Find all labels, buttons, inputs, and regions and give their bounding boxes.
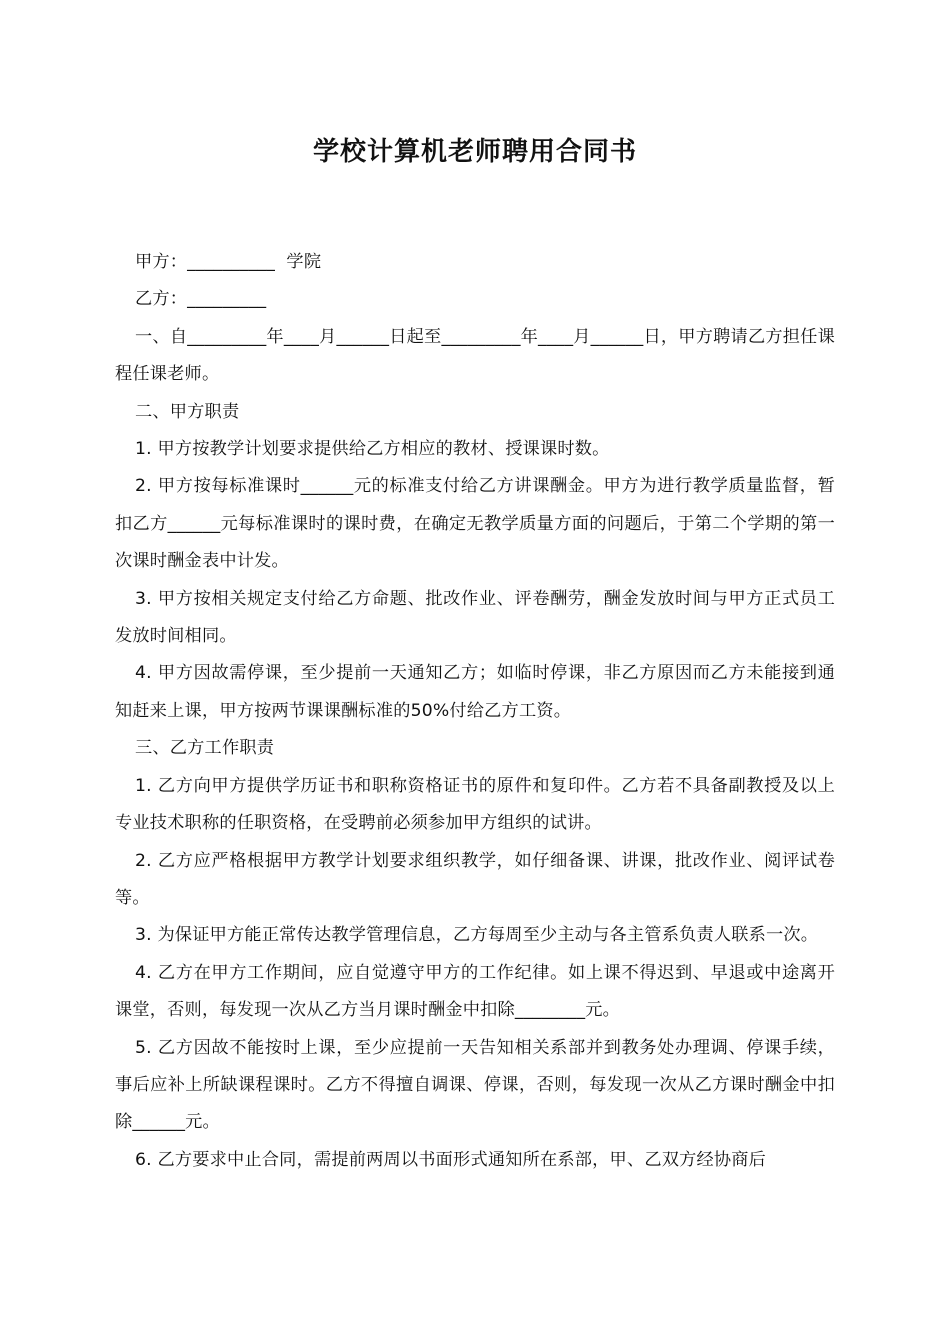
section-heading-party-b-duties: 三、乙方工作职责 (135, 738, 275, 759)
party-b-line: 乙方：_________ (135, 289, 267, 310)
clause-a-3: 3. 甲方按相关规定支付给乙方命题、批改作业、评卷酬劳，酬金发放时间与甲方正式员工发放时间相同。 (115, 588, 835, 647)
party-a-line: 甲方：__________ 学院 (135, 252, 322, 272)
clause-b-5: 5. 乙方因故不能按时上课，至少应提前一天告知相关系部并到教务处办理调、停课手续，事后应补上所缺课程课时。乙方不得擅自调课、停课，否则，每发现一次从乙方课时酬金中扣除______元。 (115, 1037, 835, 1133)
document-body (115, 244, 835, 1179)
clause-a-2: 2. 甲方按每标准课时______元的标准支付给乙方讲课酬金。甲方为进行教学质量监督，暂扣乙方______元每标准课时的课时费，在确定无教学质量方面的问题后，于第二个学期的第一次课时酬金表中计发。 (115, 476, 835, 572)
clause-a-4: 4. 甲方因故需停课，至少提前一天通知乙方；如临时停课，非乙方原因而乙方未能接到通知赶来上课，甲方按两节课课酬标准的50%付给乙方工资。 (115, 663, 835, 721)
clause-b-1: 1. 乙方向甲方提供学历证书和职称资格证书的原件和复印件。乙方若不具备副教授及以上专业技术职称的任职资格，在受聘前必须参加甲方组织的试讲。 (115, 775, 835, 834)
clause-a-1: 1. 甲方按教学计划要求提供给乙方相应的教材、授课课时数。 (135, 439, 610, 460)
clause-b-2: 2. 乙方应严格根据甲方教学计划要求组织教学，如仔细备课、讲课，批改作业、阅评试卷等。 (115, 850, 835, 908)
document-title: 学校计算机老师聘用合同书 (312, 137, 637, 167)
clause-b-4: 4. 乙方在甲方工作期间，应自觉遵守甲方的工作纪律。如上课不得迟到、早退或中途离开课堂，否则，每发现一次从乙方当月课时酬金中扣除________元。 (115, 962, 835, 1021)
clause-b-3: 3. 为保证甲方能正常传达教学管理信息，乙方每周至少主动与各主管系负责人联系一次。 (135, 925, 819, 946)
clause-b-6: 6. 乙方要求中止合同，需提前两周以书面形式通知所在系部，甲、乙双方经协商后 (135, 1149, 767, 1170)
clause-term: 一、自_________年____月______日起至_________年____月______日，甲方聘请乙方担任课程任课老师。 (115, 326, 835, 385)
section-heading-party-a-duties: 二、甲方职责 (135, 401, 240, 422)
